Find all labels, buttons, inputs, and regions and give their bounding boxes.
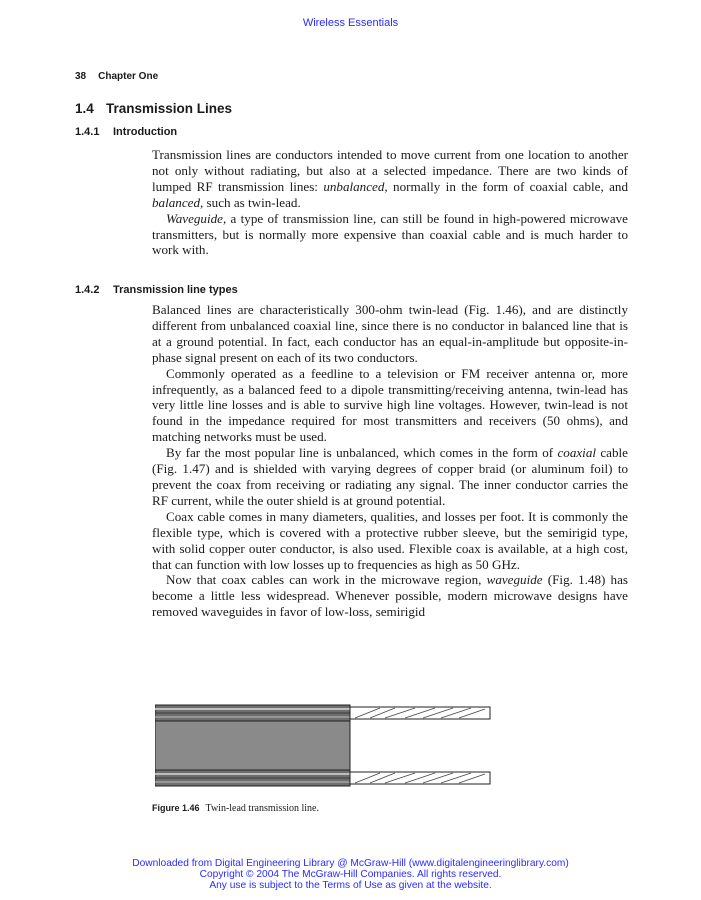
types-body [152,302,628,620]
section-number: 1.4 [75,101,94,116]
page-number: 38 [75,71,87,82]
paragraph: Commonly operated as a feedline to a television or FM receiver antenna or, more infrequently, as a balanced feed to a dipole transmitting/receiving antenna, twin-lead has very little line losses and is able to survive high line voltages. However, twin-lead is not found in the impedance required for most transmitters and receivers (50 ohms), and matching networks must be used. [152,365,628,445]
conductor-bottom [155,770,490,786]
subsection-title: Introduction [113,126,178,138]
subsection-heading-intro [75,126,177,138]
subsection-number: 1.4.1 [75,126,100,138]
insulating-web [155,721,350,770]
chapter-label: Chapter One [98,71,159,82]
intro-body [152,147,628,258]
paragraph: Coax cable comes in many diameters, qualities, and losses per foot. It is commonly the flexible type, which is covered with a protective rubber sleeve, but the semirigid type, with solid copper outer conductor, is also used. Flexible coax is available, at a high cost, that can function with low losses up to frequencies as high as 50 GHz. [152,508,628,572]
figure-caption-text: Twin-lead transmission line. [205,803,319,814]
paragraph: Balanced lines are characteristically 300-ohm twin-lead (Fig. 1.46), and are distinctly different from unbalanced coaxial line, since there is no conductor in balanced line that is at a ground potential. In fact, each conductor has an equal-in-amplitude but opposite-in-phase signal present on each of its two conductors. [152,302,628,365]
paragraph: By far the most popular line is unbalanced, which comes in the form of coaxial cable (Fig. 1.47) and is shielded with varying degrees of copper braid (or aluminum foil) to prevent the coax from receiving or radiating any signal. The inner conductor carries the RF current, while the outer shield is at ground potential. [152,445,628,508]
footer-line-copyright[interactable]: Copyright © 2004 The McGraw-Hill Companies. All rights reserved. [199,869,502,880]
subsection-number: 1.4.2 [75,284,100,296]
figure-label: Figure 1.46 [152,803,200,813]
page-folio [75,71,158,82]
twin-lead-illustration [155,700,495,792]
subsection-heading-types [75,284,238,296]
figure-caption [152,803,319,814]
subsection-title: Transmission line types [113,284,238,296]
paragraph: Waveguide, a type of transmission line, can still be found in high-powered microwave transmitters, but is normally more expensive than coaxial cable and is much harder to work with. [152,210,628,258]
paragraph: Transmission lines are conductors intended to move current from one location to another not only without radiating, but also at a selected impedance. There are two kinds of lumped RF transmission lines: unbalanced, normally in the form of coaxial cable, and balanced, such as twin-lead. [152,147,628,210]
conductor-top [155,705,490,721]
footer-notice[interactable] [0,858,701,891]
footer-line-terms[interactable]: Any use is subject to the Terms of Use as given at the website. [209,880,492,891]
section-title: Transmission Lines [106,101,233,116]
paragraph: Now that coax cables can work in the microwave region, waveguide (Fig. 1.48) has become a little less widespread. Whenever possible, modern microwave designs have removed waveguides in favor of low-loss, semirigid [152,572,628,620]
running-header-link[interactable]: Wireless Essentials [302,17,399,29]
footer-line-download[interactable]: Downloaded from Digital Engineering Library @ McGraw-Hill (www.digitalengineeringlibrary.com) [132,858,569,869]
section-heading [75,101,232,116]
